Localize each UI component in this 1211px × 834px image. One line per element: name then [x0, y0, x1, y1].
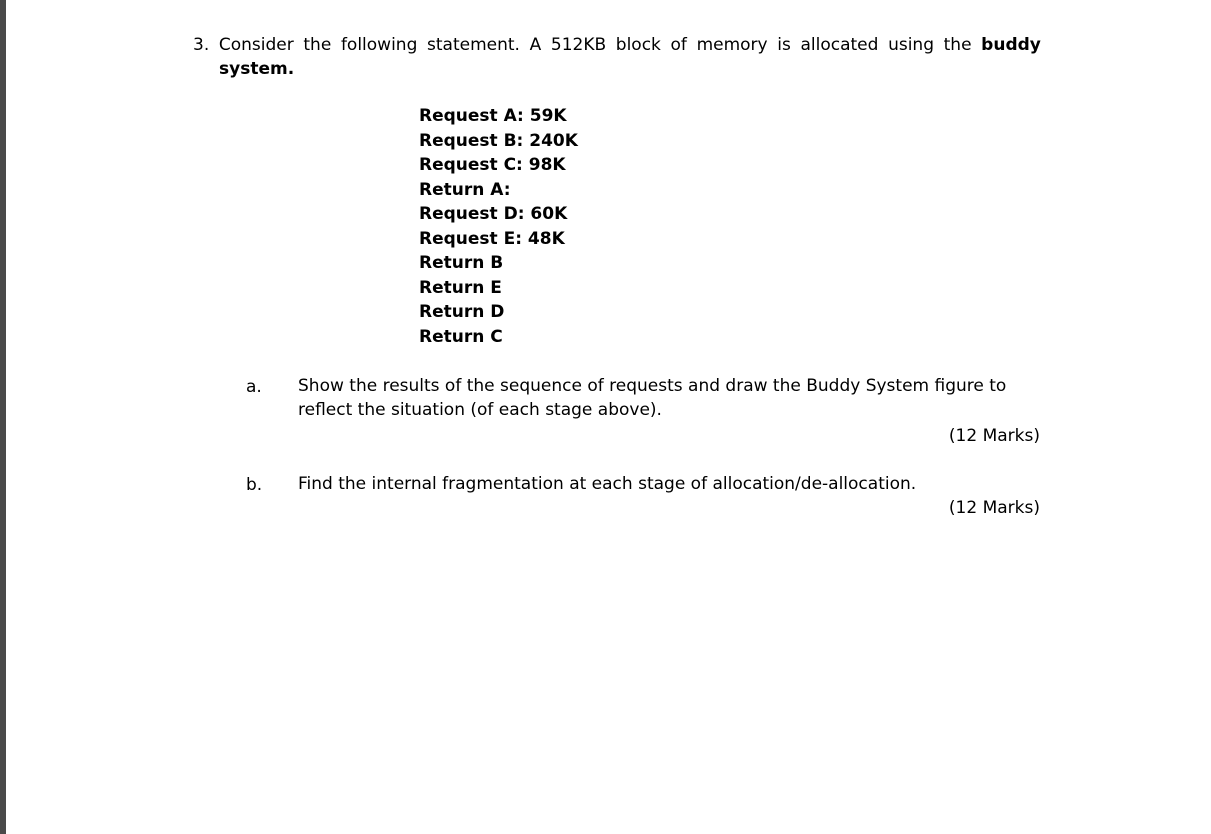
question-word: Consider	[218, 35, 294, 55]
request-item: Return A:	[419, 179, 511, 200]
question-word: allocated	[800, 35, 879, 55]
document-page	[6, 0, 1211, 834]
request-item: Request E: 48K	[419, 228, 565, 249]
part-a-line-2: reflect the situation (of each stage above).	[298, 400, 662, 420]
request-item: Return C	[419, 326, 503, 347]
request-list	[419, 104, 578, 349]
question-word: using	[888, 35, 934, 55]
request-item: Request D: 60K	[419, 204, 568, 224]
part-a-label: a.	[246, 377, 262, 397]
question-word: memory	[696, 35, 768, 55]
request-item: Request C: 98K	[419, 155, 566, 175]
question-word-bold: buddy	[981, 35, 1041, 55]
question-word: A	[529, 35, 542, 55]
question-word: following	[340, 35, 418, 55]
part-b-label: b.	[246, 475, 263, 495]
question-word: the	[943, 35, 972, 55]
question-word: block	[615, 35, 661, 55]
part-b-line-1: Find the internal fragmentation at each stage of allocation/de-allocation.	[298, 474, 917, 494]
request-item: Return B	[419, 253, 504, 273]
part-b-marks: (12 Marks)	[948, 498, 1040, 518]
question-word: is	[777, 35, 791, 55]
question-number: 3.	[193, 35, 210, 55]
request-item: Request B: 240K	[419, 130, 578, 151]
request-item: Request A: 59K	[419, 106, 567, 126]
part-a-marks: (12 Marks)	[948, 426, 1040, 446]
question-word: 512KB	[550, 35, 607, 55]
question-line-2: system.	[219, 59, 295, 79]
part-a-line-1: Show the results of the sequence of requests and draw the Buddy System figure to	[298, 376, 1007, 396]
request-item: Return D	[419, 302, 505, 322]
question-word: of	[670, 35, 687, 55]
question-word: the	[303, 35, 332, 55]
question-word: statement.	[427, 35, 520, 55]
request-item: Return E	[419, 277, 502, 298]
question-line-1	[193, 33, 1041, 57]
